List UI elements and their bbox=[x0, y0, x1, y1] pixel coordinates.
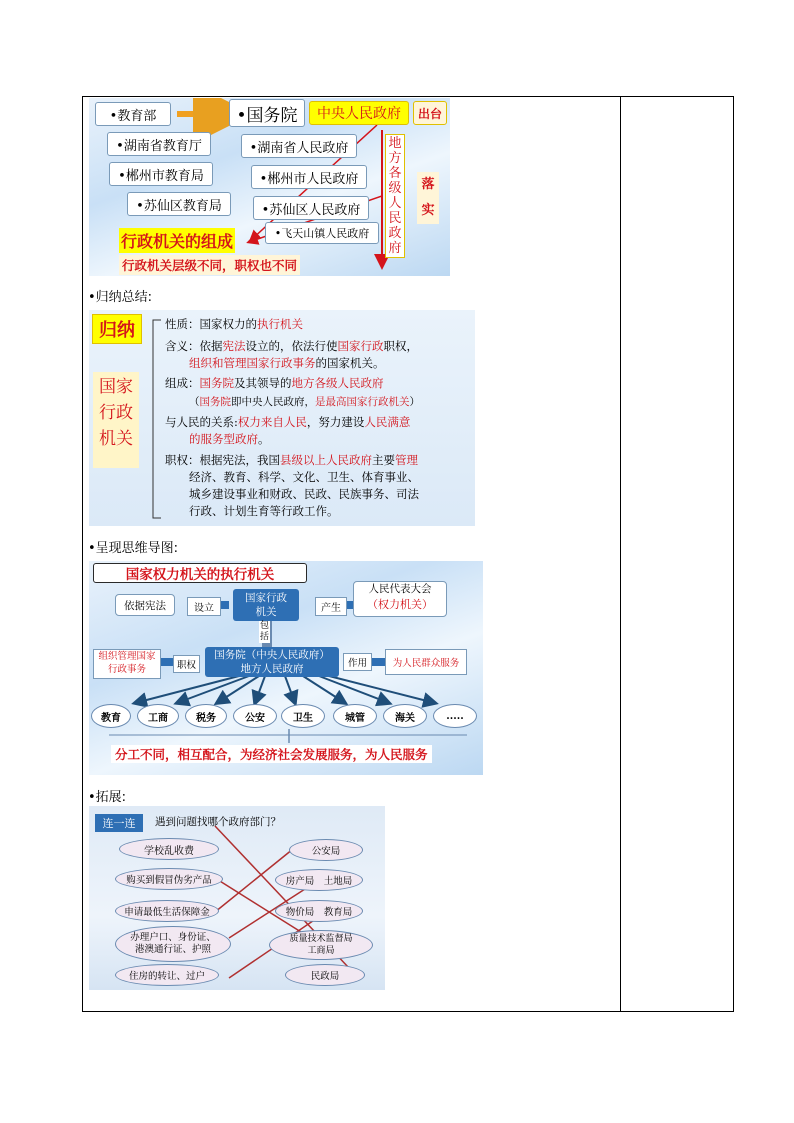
problem-housing: 住房的转让、过户 bbox=[115, 964, 219, 986]
issue-box: 出台 bbox=[413, 101, 447, 125]
composition-line-2 bbox=[189, 394, 420, 411]
slide-mindmap bbox=[89, 561, 483, 775]
composition-line-1 bbox=[165, 375, 384, 392]
side-title-text: 国家行政机关 bbox=[99, 377, 133, 449]
table-column-divider bbox=[620, 96, 621, 1012]
comp2-c: 即中央人民政府， bbox=[231, 396, 315, 408]
rel-b: 权力来自人民 bbox=[237, 415, 307, 429]
meaning-1a: 含义：依据 bbox=[165, 339, 223, 353]
rel-a: 与人民的关系: bbox=[165, 415, 238, 429]
dept-public-security: 公安局 bbox=[289, 839, 363, 861]
meaning-1c: 设立的，依法行使 bbox=[245, 339, 338, 353]
admin-organ-box bbox=[233, 589, 299, 621]
org-box-state-council: •国务院 bbox=[229, 99, 305, 127]
org-box-education-ministry: •教育部 bbox=[95, 102, 171, 126]
authority-label: 职权 bbox=[173, 655, 200, 673]
extend-label: •拓展: bbox=[88, 790, 127, 805]
relation-line-1 bbox=[165, 414, 410, 431]
power-line-4: 行政、计划生育等行政工作。 bbox=[189, 504, 339, 518]
establish-label: 设立 bbox=[187, 597, 221, 616]
dept-urban: 城管 bbox=[333, 704, 377, 728]
dept-civil-affairs: 民政局 bbox=[285, 964, 365, 986]
slide-admin-hierarchy bbox=[89, 98, 450, 276]
summary-badge: 归纳 bbox=[92, 314, 142, 344]
power-line-1 bbox=[165, 452, 418, 469]
admin-organ-line1: 国家行政 bbox=[245, 592, 287, 604]
rel-c: ，努力建设 bbox=[306, 415, 365, 429]
power-d: 管理 bbox=[395, 453, 418, 467]
composition-title: 行政机关的组成 bbox=[119, 228, 235, 253]
power-line-3: 城乡建设事业和财政、民政、民族事务、司法 bbox=[189, 487, 419, 501]
function-label: 作用 bbox=[343, 653, 372, 671]
local-gov-vertical-text: 地方各级人民政府 bbox=[388, 136, 402, 256]
problem-school-fees: 学校乱收费 bbox=[119, 838, 219, 860]
admin-organ-line2: 机关 bbox=[255, 606, 277, 618]
dept-education: 教育 bbox=[91, 704, 131, 728]
problem-documents bbox=[115, 926, 231, 962]
power-organ-text: （权力机关） bbox=[367, 598, 433, 611]
org-box-suxian-education: •苏仙区教育局 bbox=[127, 192, 231, 216]
nature-red: 执行机关 bbox=[257, 317, 303, 331]
dept-more: ..... bbox=[433, 704, 477, 728]
org-box-hunan-gov: •湖南省人民政府 bbox=[241, 134, 357, 158]
match-question: 遇到问题找哪个政府部门？ bbox=[155, 816, 281, 828]
problem-documents-text: 办理户口、身份证、港澳通行证、护照 bbox=[130, 932, 216, 955]
power-c: 主要 bbox=[372, 453, 395, 467]
slide-summary bbox=[89, 310, 475, 526]
rel2-end: 。 bbox=[258, 432, 270, 446]
implement-text: 落实 bbox=[421, 177, 435, 218]
meaning-1d: 国家行政 bbox=[337, 339, 384, 353]
problem-fake-goods: 购买到假冒伪劣产品 bbox=[115, 868, 223, 890]
dept-commerce: 工商 bbox=[137, 704, 179, 728]
dept-quality-commerce bbox=[269, 930, 373, 960]
power-line-2: 经济、教育、科学、文化、卫生、体育事业、 bbox=[189, 470, 419, 484]
mindmap-label: •呈现思维导图: bbox=[88, 541, 179, 556]
comp2-e: ） bbox=[409, 396, 420, 408]
power-b: 县级以上人民政府 bbox=[280, 453, 372, 467]
meaning-1b: 宪法 bbox=[222, 339, 246, 353]
nature-label: 性质：国家权力的 bbox=[165, 317, 257, 331]
serve-masses-box: 为人民群众服务 bbox=[385, 649, 467, 675]
comp2-d: 是最高国家行政机关 bbox=[315, 396, 410, 408]
produce-label: 产生 bbox=[315, 597, 347, 616]
dept-quality-commerce-text: 质量技术监督局 工商局 bbox=[289, 934, 353, 956]
rel-d: 人民满意 bbox=[364, 415, 411, 429]
org-box-suxian-gov: •苏仙区人民政府 bbox=[253, 196, 369, 220]
dept-price-education: 物价局 教育局 bbox=[275, 900, 363, 922]
meaning-2b: 的国家机关。 bbox=[315, 356, 385, 370]
include-char1: 包 bbox=[260, 621, 270, 631]
implement-box bbox=[417, 172, 439, 224]
relation-line-2 bbox=[189, 431, 270, 448]
organize-line1: 组织管理国家 bbox=[98, 651, 156, 662]
comp-b: 国务院 bbox=[199, 376, 234, 390]
dept-tax: 税务 bbox=[185, 704, 227, 728]
npc-box bbox=[353, 581, 447, 617]
organize-line2: 行政事务 bbox=[107, 664, 146, 675]
include-label bbox=[259, 621, 270, 643]
comp-d: 地方各级人民政府 bbox=[291, 376, 384, 390]
comp2-b: 国务院 bbox=[199, 396, 231, 408]
comp-c: 及其领导的 bbox=[234, 376, 292, 390]
state-council-line2: 地方人民政府 bbox=[240, 663, 304, 675]
problem-subsistence: 申请最低生活保障金 bbox=[115, 900, 219, 922]
summary-label: •归纳总结: bbox=[88, 290, 153, 305]
dept-health: 卫生 bbox=[281, 704, 325, 728]
nature-line bbox=[165, 316, 303, 333]
comp-a: 组成： bbox=[165, 376, 200, 390]
org-box-chenzhou-gov: •郴州市人民政府 bbox=[251, 165, 367, 189]
npc-text: 人民代表大会 bbox=[368, 583, 432, 595]
basis-box: 依据宪法 bbox=[115, 594, 175, 616]
mindmap-header: 国家权力机关的执行机关 bbox=[93, 563, 307, 583]
slide-matching bbox=[89, 806, 385, 990]
rel2: 的服务型政府 bbox=[189, 432, 258, 446]
matching-lines bbox=[89, 806, 385, 990]
state-council-box bbox=[205, 647, 339, 677]
local-gov-vertical bbox=[385, 134, 405, 258]
mindmap-bottom-text: 分工不同，相互配合，为经济社会发展服务，为人民服务 bbox=[111, 745, 432, 763]
org-box-feitianshan-gov: •飞天山镇人民政府 bbox=[265, 222, 379, 244]
comp2-a: （ bbox=[189, 396, 200, 408]
meaning-2a: 组织和管理国家行政事务 bbox=[189, 356, 316, 370]
meaning-line-1 bbox=[165, 338, 418, 355]
power-a: 职权：根据宪法，我国 bbox=[165, 453, 280, 467]
central-gov-box: 中央人民政府 bbox=[309, 101, 409, 125]
conclusion-text: 行政机关层级不同，职权也不同 bbox=[119, 255, 300, 275]
org-box-chenzhou-education: •郴州市教育局 bbox=[109, 162, 213, 186]
dept-police: 公安 bbox=[233, 704, 277, 728]
dept-customs: 海关 bbox=[383, 704, 427, 728]
organize-box bbox=[93, 649, 161, 679]
state-council-line1: 国务院（中央人民政府） bbox=[214, 649, 330, 661]
include-char2: 括 bbox=[260, 632, 270, 642]
dept-housing-land: 房产局 土地局 bbox=[275, 869, 363, 891]
meaning-1e: 职权， bbox=[383, 339, 418, 353]
match-tag: 连一连 bbox=[95, 814, 143, 832]
org-box-hunan-education: •湖南省教育厅 bbox=[107, 132, 211, 156]
meaning-line-2 bbox=[189, 355, 385, 372]
